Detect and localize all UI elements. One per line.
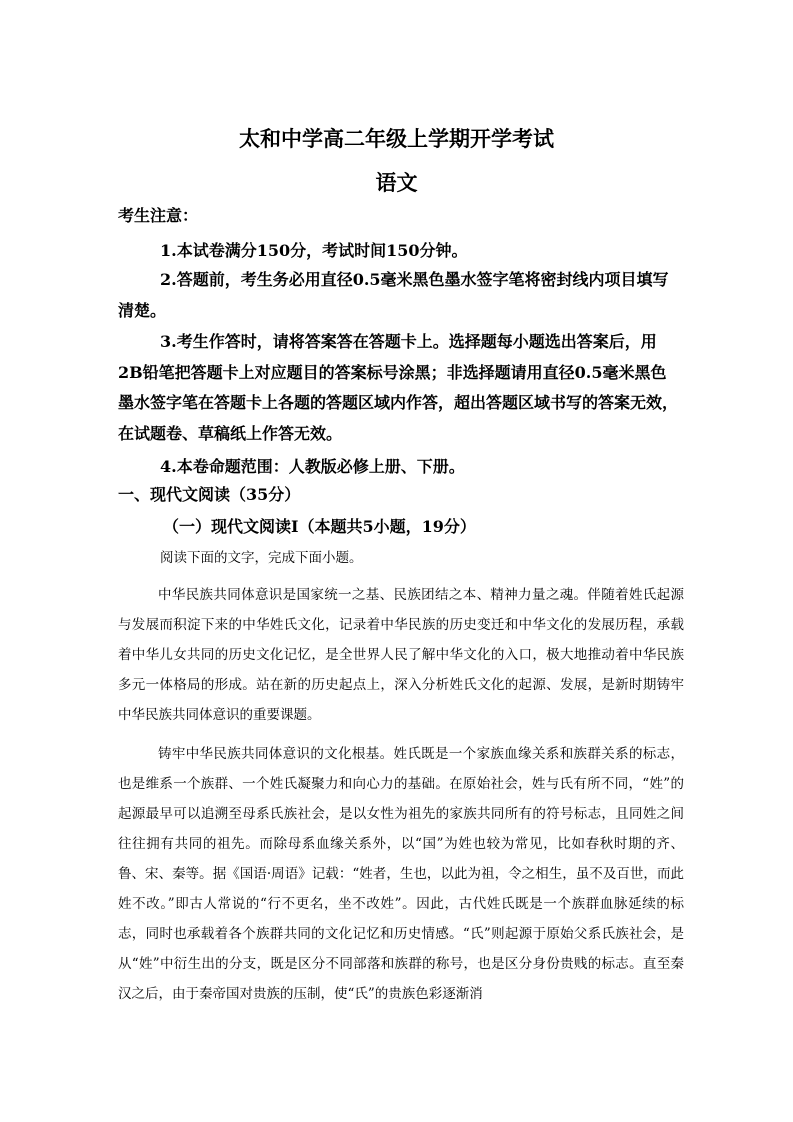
notice-item-1: 1.本试卷满分150分，考试时间150分钟。 (160, 241, 468, 260)
exam-title: 太和中学高二年级上学期开学考试 (239, 126, 554, 151)
notice-heading: 考生注意： (118, 206, 199, 225)
subject-title: 语文 (375, 170, 418, 195)
section-heading: 一、现代文阅读（35分） (118, 485, 301, 504)
notice-item-2: 2.答题前，考生务必用直径0.5毫米黑色墨水签字笔将密封线内项目填写清楚。 (118, 270, 669, 320)
notice-item-4: 4.本卷命题范围：人教版必修上册、下册。 (160, 457, 465, 476)
subsection-heading: （一）现代文阅读I（本题共5小题，19分） (163, 517, 476, 536)
notice-item-3: 3.考生作答时，请将答案答在答题卡上。选择题每小题选出答案后，用2B铅笔把答题卡上对应题目的答案标号涂黑；非选择题请用直径0.5毫米黑色墨水签字笔在答题卡上各题的答题区域内作答，超出答题区域书写的答案无效，在试题卷、草稿纸上作答无效。 (118, 332, 679, 443)
reading-instruction: 阅读下面的文字，完成下面小题。 (160, 550, 363, 566)
reading-paragraph-1: 中华民族共同体意识是国家统一之基、民族团结之本、精神力量之魂。伴随着姓氏起源与发展而积淀下来的中华姓氏文化，记录着中华民族的历史变迁和中华文化的发展历程，承载着中华儿女共同的历史文化记忆，是全世界人民了解中华文化的入口，极大地推动着中华民族多元一体格局的形成。站在新的历史起点上，深入分析姓氏文化的起源、发展，是新时期铸牢中华民族共同体意识的重要课题。 (118, 587, 684, 723)
reading-paragraph-2: 铸牢中华民族共同体意识的文化根基。姓氏既是一个家族血缘关系和族群关系的标志，也是维系一个族群、一个姓氏凝聚力和向心力的基础。在原始社会，姓与氏有所不同，“姓”的起源最早可以追溯至母系氏族社会，是以女性为祖先的家族共同所有的符号标志，且同姓之间往往拥有共同的祖先。而除母系血缘关系外，以“国”为姓也较为常见，比如春秋时期的齐、鲁、宋、秦等。据《国语·周语》记载：“姓者，生也，以此为祖，令之相生，虽不及百世，而此姓不改。”即古人常说的“行不更名，坐不改姓”。因此，古代姓氏既是一个族群血脉延续的标志，同时也承载着各个族群共同的文化记忆和历史情感。“氏”则起源于原始父系氏族社会，是从“姓”中衍生出的分支，既是区分不同部落和族群的称号，也是区分身份贵贱的标志。直至秦汉之后，由于秦帝国对贵族的压制，使“氏”的贵族色彩逐渐消 (118, 746, 684, 1002)
